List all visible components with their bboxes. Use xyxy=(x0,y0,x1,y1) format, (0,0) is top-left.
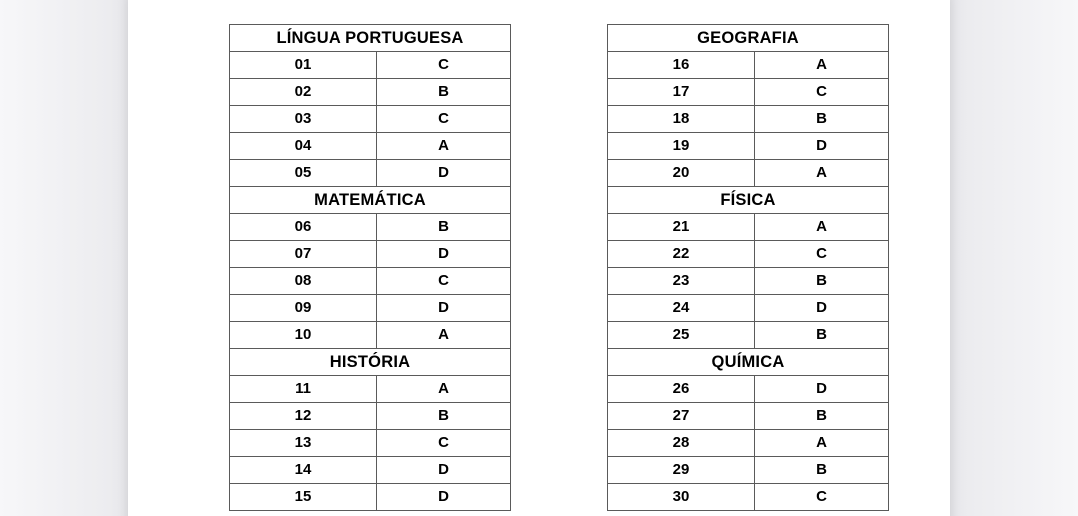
answer-letter: C xyxy=(755,79,889,106)
section-title-lingua-portuguesa: LÍNGUA PORTUGUESA xyxy=(230,25,511,52)
section-header-row xyxy=(608,187,889,214)
table-row xyxy=(230,106,511,133)
answer-letter: D xyxy=(755,133,889,160)
section-header-row xyxy=(608,349,889,376)
table-row xyxy=(230,160,511,187)
answer-letter: B xyxy=(755,106,889,133)
section-header-row xyxy=(230,187,511,214)
table-row xyxy=(230,295,511,322)
answer-letter: D xyxy=(377,241,511,268)
answer-letter: B xyxy=(377,79,511,106)
answer-letter: A xyxy=(377,133,511,160)
table-row xyxy=(608,376,889,403)
answer-letter: C xyxy=(377,52,511,79)
table-row xyxy=(608,214,889,241)
answer-letter: D xyxy=(377,295,511,322)
question-number: 24 xyxy=(608,295,755,322)
question-number: 18 xyxy=(608,106,755,133)
question-number: 17 xyxy=(608,79,755,106)
question-number: 27 xyxy=(608,403,755,430)
table-row xyxy=(608,430,889,457)
section-header-row xyxy=(230,349,511,376)
question-number: 28 xyxy=(608,430,755,457)
document-page xyxy=(128,0,950,516)
table-row xyxy=(608,484,889,511)
answer-letter: C xyxy=(377,106,511,133)
question-number: 04 xyxy=(230,133,377,160)
question-number: 01 xyxy=(230,52,377,79)
question-number: 06 xyxy=(230,214,377,241)
question-number: 26 xyxy=(608,376,755,403)
section-title-fisica: FÍSICA xyxy=(608,187,889,214)
question-number: 09 xyxy=(230,295,377,322)
question-number: 02 xyxy=(230,79,377,106)
answer-letter: D xyxy=(755,376,889,403)
table-row xyxy=(230,268,511,295)
question-number: 16 xyxy=(608,52,755,79)
answer-letter: C xyxy=(377,268,511,295)
answer-letter: D xyxy=(377,457,511,484)
answer-letter: B xyxy=(755,403,889,430)
question-number: 22 xyxy=(608,241,755,268)
table-row xyxy=(230,457,511,484)
question-number: 23 xyxy=(608,268,755,295)
question-number: 21 xyxy=(608,214,755,241)
table-row xyxy=(230,376,511,403)
table-row xyxy=(230,484,511,511)
answer-letter: D xyxy=(377,484,511,511)
question-number: 20 xyxy=(608,160,755,187)
answer-letter: A xyxy=(377,322,511,349)
answer-letter: B xyxy=(755,457,889,484)
answer-letter: B xyxy=(377,403,511,430)
question-number: 29 xyxy=(608,457,755,484)
answer-letter: A xyxy=(755,160,889,187)
question-number: 13 xyxy=(230,430,377,457)
question-number: 11 xyxy=(230,376,377,403)
answer-letter: D xyxy=(377,160,511,187)
table-row xyxy=(608,79,889,106)
answer-key-table-left xyxy=(229,24,511,511)
question-number: 15 xyxy=(230,484,377,511)
table-row xyxy=(230,214,511,241)
answer-letter: D xyxy=(755,295,889,322)
answer-letter: C xyxy=(377,430,511,457)
table-row xyxy=(608,106,889,133)
table-row xyxy=(230,403,511,430)
table-row xyxy=(608,160,889,187)
answer-letter: B xyxy=(377,214,511,241)
table-row xyxy=(608,268,889,295)
answer-letter: B xyxy=(755,322,889,349)
table-row xyxy=(608,133,889,160)
table-row xyxy=(230,52,511,79)
answer-letter: A xyxy=(377,376,511,403)
question-number: 25 xyxy=(608,322,755,349)
question-number: 19 xyxy=(608,133,755,160)
table-row xyxy=(230,430,511,457)
section-title-matematica: MATEMÁTICA xyxy=(230,187,511,214)
question-number: 08 xyxy=(230,268,377,295)
answer-letter: A xyxy=(755,52,889,79)
table-row xyxy=(608,322,889,349)
section-title-geografia: GEOGRAFIA xyxy=(608,25,889,52)
answer-letter: C xyxy=(755,484,889,511)
section-header-row xyxy=(230,25,511,52)
question-number: 07 xyxy=(230,241,377,268)
answer-letter: A xyxy=(755,214,889,241)
question-number: 14 xyxy=(230,457,377,484)
section-header-row xyxy=(608,25,889,52)
answer-letter: A xyxy=(755,430,889,457)
answer-key-table-right xyxy=(607,24,889,511)
table-row xyxy=(608,457,889,484)
table-row xyxy=(608,403,889,430)
question-number: 03 xyxy=(230,106,377,133)
question-number: 30 xyxy=(608,484,755,511)
table-row xyxy=(608,241,889,268)
table-row xyxy=(608,52,889,79)
table-row xyxy=(230,322,511,349)
table-row xyxy=(230,133,511,160)
answer-letter: B xyxy=(755,268,889,295)
table-row xyxy=(608,295,889,322)
answer-letter: C xyxy=(755,241,889,268)
table-row xyxy=(230,241,511,268)
section-title-quimica: QUÍMICA xyxy=(608,349,889,376)
question-number: 12 xyxy=(230,403,377,430)
section-title-historia: HISTÓRIA xyxy=(230,349,511,376)
table-row xyxy=(230,79,511,106)
question-number: 05 xyxy=(230,160,377,187)
question-number: 10 xyxy=(230,322,377,349)
